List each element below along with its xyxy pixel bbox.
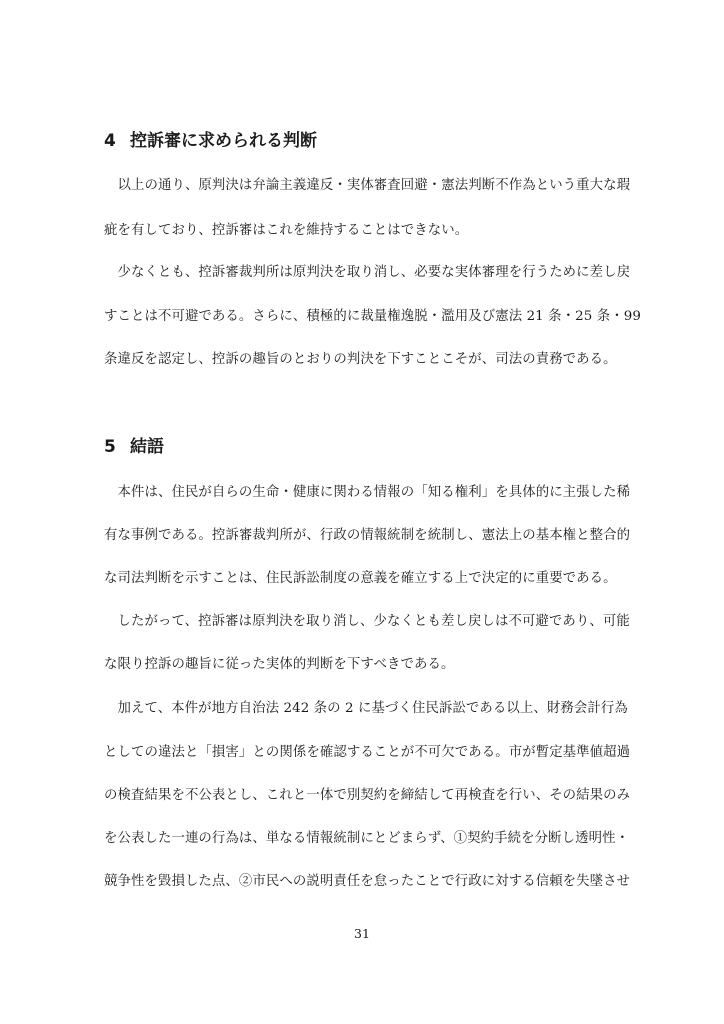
section-4-line-2: 疵を有しており、控訴審はこれを維持することはできない。 [104,223,469,238]
section-5-title: 結語 [130,437,164,457]
section-4-heading [104,130,624,152]
section-5-number: 5 [104,437,116,457]
section-5-heading [104,436,624,458]
section-4-line-1: 以上の通り、原判決は弁論主義違反・実体審査回避・憲法判断不作為という重大な瑕 [104,178,631,193]
section-4-line-5: 条違反を認定し、控訴の趣旨のとおりの判決を下すことこそが、司法の責務である。 [104,352,617,367]
section-5-line-4: したがって、控訴審は原判決を取り消し、少なくとも差し戻しは不可避であり、可能 [104,614,630,629]
section-4-number: 4 [104,131,116,151]
section-5-line-3: な司法判断を示すことは、住民訴訟制度の意義を確立する上で決定的に重要である。 [104,571,617,586]
section-5-line-10: 競争性を毀損した点、②市民への説明責任を怠ったことで行政に対する信頼を失墜させ [104,874,631,889]
section-5-line-5: な限り控訴の趣旨に従った実体的判断を下すべきである。 [104,657,455,672]
section-5-line-1: 本件は、住民が自らの生命・健康に関わる情報の「知る権利」を具体的に主張した稀 [104,485,631,500]
section-5-line-2: 有な事例である。控訴審裁判所が、行政の情報統制を統制し、憲法上の基本権と整合的 [104,528,631,543]
section-4-line-3: 少なくとも、控訴審裁判所は原判決を取り消し、必要な実体審理を行うために差し戻 [104,265,631,280]
section-5-line-9: を公表した一連の行為は、単なる情報統制にとどまらず、①契約手続を分断し透明性・ [104,831,630,846]
section-4-line-4: すことは不可避である。さらに、積極的に裁量権逸脱・濫用及び憲法 21 条・25 条・99 [104,309,641,324]
section-5-line-6: 加えて、本件が地方自治法 242 条の 2 に基づく住民訴訟である以上、財務会計行為 [104,701,628,716]
section-5-line-7: としての違法と「損害」との関係を確認することが不可欠である。市が暫定基準値超過 [104,745,631,760]
section-4-title: 控訴審に求められる判断 [130,131,317,151]
section-5-line-8: の検査結果を不公表とし、これと一体で別契約を締結して再検査を行い、その結果のみ [104,788,631,803]
page-number: 31 [354,926,370,941]
